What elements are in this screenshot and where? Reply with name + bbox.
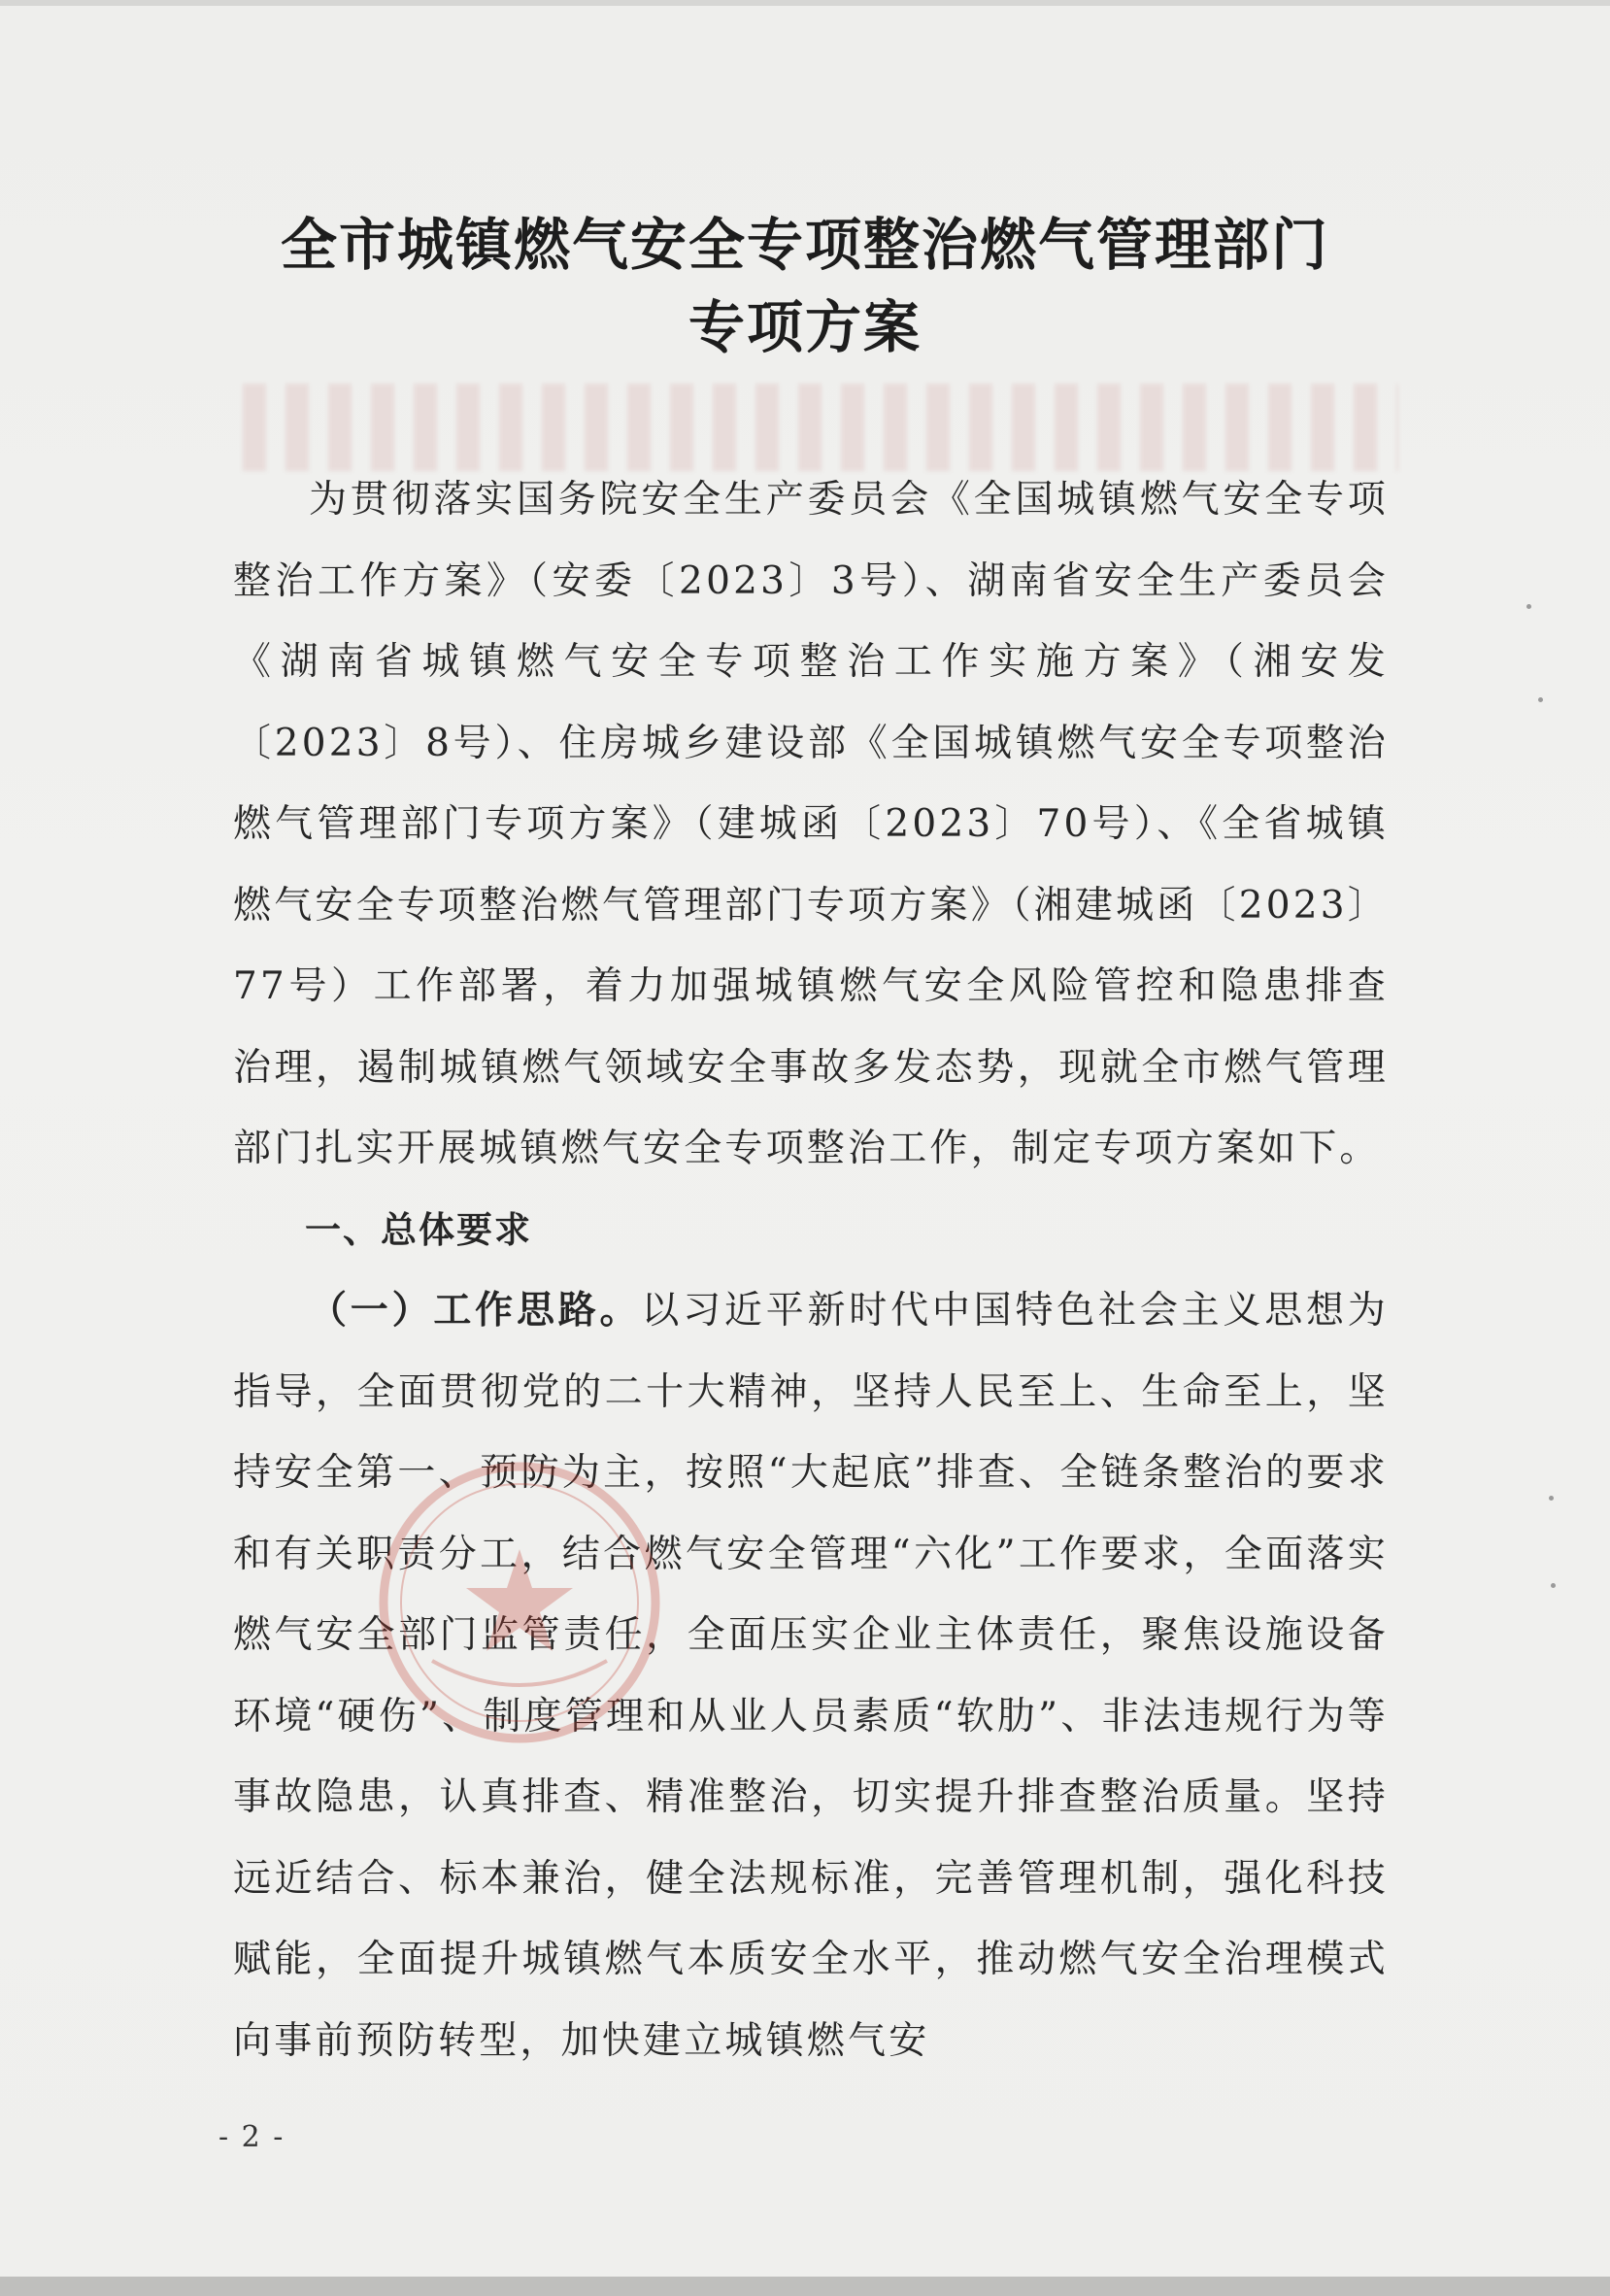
intro-paragraph: 为贯彻落实国务院安全生产委员会《全国城镇燃气安全专项整治工作方案》（安委〔2023〕3号）、湖南省安全生产委员会《湖南省城镇燃气安全专项整治工作实施方案》（湘安发〔2023〕8号）、住房城乡建设部《全国城镇燃气安全专项整治燃气管理部门专项方案》（建城函〔2023〕70号）、《全省城镇燃气安全专项整治燃气管理部门专项方案》（湘建城函〔2023〕77号）工作部署，着力加强城镇燃气安全风险管控和隐患排查治理，遏制城镇燃气领域安全事故多发态势，现就全市燃气管理部门扎实开展城镇燃气安全专项整治工作，制定专项方案如下。 (233, 478, 1389, 1170)
scan-edge-bottom (0, 2277, 1610, 2296)
scan-speck (1538, 697, 1543, 702)
scan-speck (1551, 1583, 1556, 1588)
subsection-text: 以习近平新时代中国特色社会主义思想为指导，全面贯彻党的二十大精神，坚持人民至上、生命至上，坚持安全第一、预防为主，按照“大起底”排查、全链条整治的要求和有关职责分工，结合燃气安全管理“六化”工作要求，全面落实燃气安全部门监管责任，全面压实企业主体责任，聚焦设施设备环境“硬伤”、制度管理和从业人员素质“软肋”、非法违规行为等事故隐患，认真排查、精准整治，切实提升排查整治质量。坚持远近结合、标本兼治，健全法规标准，完善管理机制，强化科技赋能，全面提升城镇燃气本质安全水平，推动燃气安全治理模式向事前预防转型，加快建立城镇燃气安 (233, 1289, 1389, 2063)
document-title-line1: 全市城镇燃气安全专项整治燃气管理部门 (280, 212, 1329, 278)
document-title-line2: 专项方案 (688, 294, 922, 360)
reverse-side-bleed-through (243, 384, 1398, 471)
official-seal-icon (374, 1457, 665, 1748)
subsection-lead: （一）工作思路。 (309, 1289, 642, 1333)
document-body (233, 459, 1389, 2081)
section-heading-overall-requirements: 一、总体要求 (305, 1208, 532, 1251)
scan-edge-top (0, 0, 1610, 6)
page-number: - 2 - (218, 2120, 285, 2154)
scan-speck (1549, 1496, 1554, 1501)
scan-speck (1526, 604, 1531, 609)
